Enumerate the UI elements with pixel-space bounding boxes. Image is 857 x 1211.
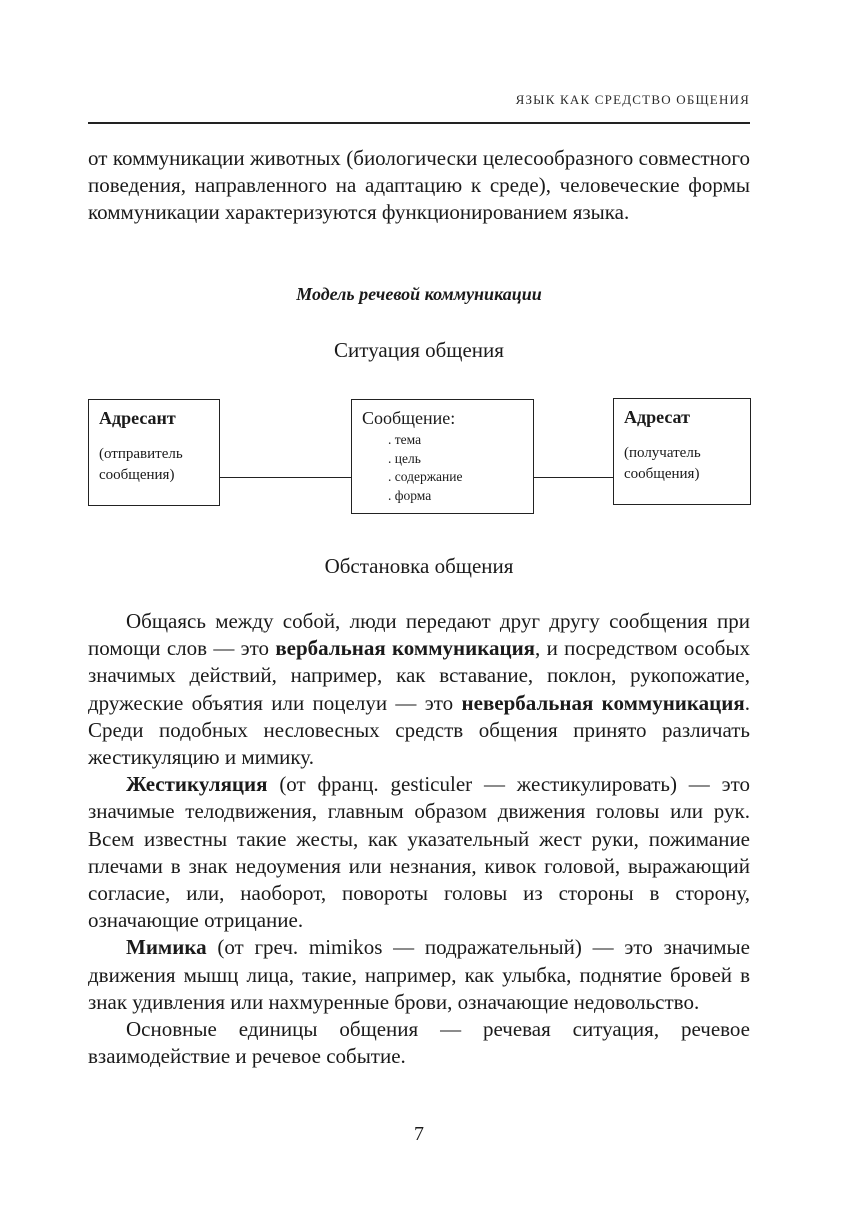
message-item-form: . форма	[388, 487, 432, 503]
main-text	[88, 608, 750, 1070]
sender-box	[88, 399, 220, 506]
page-number: 7	[414, 1123, 424, 1145]
paragraph-gesticulation	[88, 771, 750, 934]
connector-right	[534, 477, 613, 478]
running-head: ЯЗЫК КАК СРЕДСТВО ОБЩЕНИЯ	[515, 92, 750, 107]
intro-text: от коммуникации животных (биологически целесообразного совместного поведения, направленного на адаптацию к среде), человеческие формы коммуникации характеризуются функционированием языка.	[88, 146, 750, 225]
term-gesticulation: Жестикуляция	[126, 772, 268, 797]
p2-text: (от франц. gesticuler — жестикулировать) — это значимые телодвижения, главным образом движения головы или рук. Всем известны такие жесты, как указательный жест руки, пожимание плечами в знак недоумения или незнания, кивок головой, выражающий согласие, или, наоборот, повороты головы из стороны в сторону, означающие отрицание.	[88, 772, 750, 933]
p1-text-2: , и посредством особых значимых действий, например, как вставание, поклон, рукопожатие, дружеские объятия или поцелуи — это	[88, 636, 750, 715]
situation-label: Ситуация общения	[334, 338, 504, 362]
setting-label: Обстановка общения	[324, 554, 514, 578]
p1-text-1: Общаясь между собой, люди передают друг другу сообщения при помощи слов — это	[88, 609, 750, 661]
message-items	[388, 431, 523, 505]
message-item-content: . содержание	[388, 469, 463, 484]
term-verbal: вербальная коммуникация	[275, 636, 536, 661]
paragraph-units: Основные единицы общения — речевая ситуация, речевое взаимодействие и речевое событие.	[88, 1017, 750, 1069]
message-box	[351, 399, 534, 514]
receiver-title: Адресат	[624, 407, 690, 427]
message-item-topic: . тема	[388, 432, 422, 447]
sender-subtitle: (отправитель сообщения)	[99, 446, 183, 483]
receiver-box	[613, 398, 751, 505]
diagram-title: Модель речевой коммуникации	[296, 284, 542, 304]
connector-left	[220, 477, 351, 478]
term-nonverbal: невербальная коммуникация	[461, 690, 745, 715]
p1-text-3: . Среди подобных несловесных средств общения принято различать жестикуляцию и мимику.	[88, 690, 750, 770]
term-mimicry: Мимика	[126, 935, 207, 960]
message-item-goal: . цель	[388, 450, 421, 466]
p3-text: (от греч. mimikos — подражательный) — это значимые движения мышц лица, такие, например, как улыбка, поднятие бровей в знак удивления или нахмуренные брови, означающие недовольство.	[88, 935, 750, 1014]
sender-title: Адресант	[99, 408, 176, 428]
intro-paragraph	[88, 145, 750, 227]
header-rule	[88, 122, 750, 124]
receiver-subtitle: (получатель сообщения)	[624, 445, 701, 482]
paragraph-communication	[88, 608, 750, 771]
paragraph-mimicry	[88, 934, 750, 1016]
message-title: Сообщение:	[362, 408, 456, 428]
